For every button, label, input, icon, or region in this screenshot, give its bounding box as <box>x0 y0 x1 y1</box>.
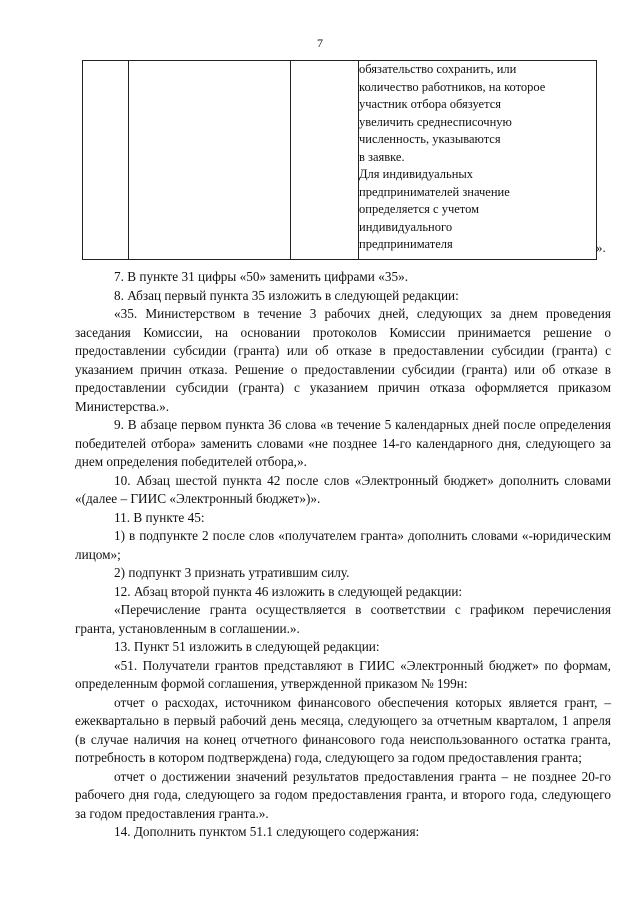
paragraph-subitem-1: 1) в подпункте 2 после слов «получателем гранта» дополнить словами «-юридическим лицом»; <box>75 528 611 562</box>
cell-line: обязательство сохранить, или <box>359 62 517 76</box>
paragraph-item-11: 11. В пункте 45: <box>114 509 205 525</box>
table-cell-1 <box>83 61 129 260</box>
paragraph-quote-51: «51. Получатели грантов представляют в ГИИС «Электронный бюджет» по формам, определенным формой соглашения, утвержденной приказом № 199н: <box>75 657 611 691</box>
paragraph-item-13: 13. Пункт 51 изложить в следующей редакции: <box>114 639 380 654</box>
paragraph-results-report: отчет о достижении значений результатов предоставления гранта – не позднее 20-го рабочего дня года, следующего за годом предоставления гранта, и второго года, следующего за годом предоставления гранта.». <box>75 768 611 821</box>
cell-line: определяется с учетом <box>359 202 480 216</box>
table-cell-3 <box>291 61 359 260</box>
cell-line: количество работников, на которое <box>359 79 546 94</box>
cell-line: предпринимателей значение <box>359 184 510 199</box>
paragraph-quote-transfer: «Перечисление гранта осуществляется в соответствии с графиком перечисления гранта, установленным в соглашении.». <box>75 602 611 636</box>
table-grid <box>82 60 597 260</box>
document-body <box>75 268 611 842</box>
paragraph-item-7: 7. В пункте 31 цифры «50» заменить цифрами «35». <box>114 269 409 284</box>
page-number: 7 <box>317 36 323 50</box>
table-row <box>83 61 597 260</box>
continuation-table <box>82 60 597 260</box>
closing-quote-mark: ». <box>596 240 606 255</box>
cell-line: предпринимателя <box>359 237 453 251</box>
cell-line: индивидуального <box>359 219 453 234</box>
paragraph-quote-35: «35. Министерством в течение 3 рабочих дней, следующих за днем проведения заседания Комиссии, на основании протоколов Комиссии принимается решение о предоставлении субсидии (гранта) или об отказе в предоставлении субсидии (гранта) с указанием причин отказа. Решение о предоставлении субсидии (гранта) или об отказе в предоставлении субсидии (гранта) с указанием причин отказа оформляется приказом Министерства.». <box>75 306 611 414</box>
paragraph-item-12: 12. Абзац второй пункта 46 изложить в следующей редакции: <box>114 583 463 599</box>
paragraph-item-8: 8. Абзац первый пункта 35 изложить в следующей редакции: <box>114 287 459 303</box>
table-cell-4 <box>359 61 597 260</box>
paragraph-expense-report: отчет о расходах, источником финансового обеспечения которых является грант, – ежеквартально в первый рабочий день месяца, следующего за отчетным кварталом, 1 апреля (в случае наличия на конец отчетного финансового года неиспользованного остатка гранта, потребность в котором подтверждена) года, следующего за годом предоставления гранта; <box>75 694 611 765</box>
cell-line: увеличить среднесписочную <box>359 114 512 129</box>
paragraph-item-10: 10. Абзац шестой пункта 42 после слов «Электронный бюджет» дополнить словами «(далее – ГИИС «Электронный бюджет»)». <box>75 472 611 506</box>
paragraph-item-9: 9. В абзаце первом пункта 36 слова «в течение 5 календарных дней после определения победителей отбора» заменить словами «не позднее 14-го календарного дня, следующего за днем определения победителей отбора,». <box>75 417 611 469</box>
paragraph-subitem-2: 2) подпункт 3 признать утратившим силу. <box>114 565 350 580</box>
table-cell-2 <box>129 61 291 260</box>
paragraph-item-14: 14. Дополнить пунктом 51.1 следующего содержания: <box>114 824 420 839</box>
cell-line: участник отбора обязуется <box>359 97 502 111</box>
cell-line: в заявке. <box>359 149 405 164</box>
cell-line: Для индивидуальных <box>359 167 474 181</box>
cell-line: численность, указываются <box>359 132 501 146</box>
